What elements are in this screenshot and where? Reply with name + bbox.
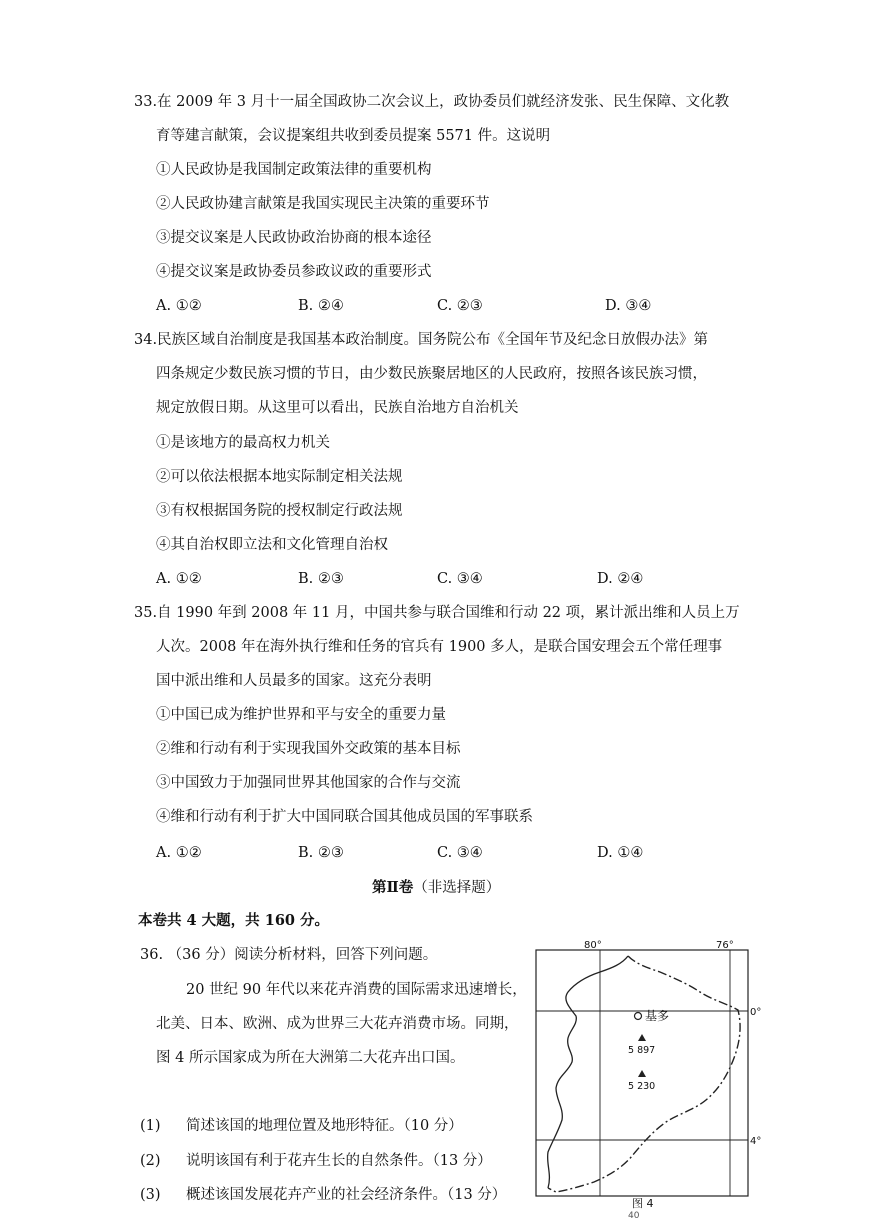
q35-stem-line1: 35.自 1990 年到 2008 年 11 月，中国共参与联合国维和行动 22 项，累计派出维和人员上万 (134, 605, 740, 621)
q34-option-d: D. ②④ (597, 571, 644, 587)
q35-option-a: A. ①② (156, 845, 202, 861)
part2-summary: 本卷共 4 大题，共 160 分。 (138, 912, 330, 929)
q33-option-a: A. ①② (156, 298, 202, 314)
q34-option-a: A. ①② (156, 571, 202, 587)
q33-statement-2: ②人民政协建言献策是我国实现民主决策的重要环节 (156, 196, 490, 212)
part2-title-rest: （非选择题） (413, 880, 501, 896)
q34-option-b: B. ②③ (298, 571, 344, 587)
q33-statement-4: ④提交议案是政协委员参政议政的重要形式 (156, 264, 432, 280)
q34-stem-line2: 四条规定少数民族习惯的节日，由少数民族聚居地区的人民政府，按照各该民族习惯， (156, 366, 707, 382)
q34-statement-4: ④其自治权即立法和文化管理自治权 (156, 537, 388, 553)
q36-sub1-number: (1) (140, 1118, 161, 1134)
q34-statement-3: ③有权根据国务院的授权制定行政法规 (156, 503, 403, 519)
q35-statement-1: ①中国已成为维护世界和平与安全的重要力量 (156, 707, 446, 723)
q35-option-b: B. ②③ (298, 845, 344, 861)
q33-stem-line1: 33.在 2009 年 3 月十一届全国政协二次会议上，政协委员们就经济发张、民生保障、文化教 (134, 94, 730, 110)
q36-para-line2: 北美、日本、欧洲、成为世界三大花卉消费市场。同期， (156, 1016, 519, 1032)
q34-stem-line3: 规定放假日期。从这里可以看出，民族自治地方自治机关 (156, 400, 519, 416)
peak-2-elevation: 5 230 (628, 1081, 656, 1092)
q36-sub3: 概述该国发展花卉产业的社会经济条件。（13 分） (186, 1187, 507, 1203)
part2-title (372, 876, 500, 897)
quito-label: 基多 (645, 1009, 670, 1023)
q33-statement-3: ③提交议案是人民政协政治协商的根本途径 (156, 230, 432, 246)
q33-option-b: B. ②④ (298, 298, 344, 314)
q35-stem-line2: 人次。2008 年在海外执行维和任务的官兵有 1900 多人，是联合国安理会五个常任理事 (156, 639, 723, 655)
peak-1-elevation: 5 897 (628, 1045, 656, 1056)
q34-statement-2: ②可以依法根据本地实际制定相关法规 (156, 469, 403, 485)
quito-marker (635, 1013, 642, 1020)
q35-option-d: D. ①④ (597, 845, 644, 861)
figure-4-map (528, 938, 764, 1218)
q36-para-line3: 图 4 所示国家成为所在大洲第二大花卉出口国。 (156, 1050, 465, 1066)
peak-1-marker (638, 1034, 646, 1041)
q36-header: 36. （36 分）阅读分析材料，回答下列问题。 (140, 947, 438, 963)
peak-2-marker (638, 1070, 646, 1077)
q36-sub1: 简述该国的地理位置及地形特征。（10 分） (186, 1118, 463, 1134)
q36-para-line1: 20 世纪 90 年代以来花卉消费的国际需求迅速增长， (186, 982, 527, 998)
q33-stem-line2: 育等建言献策，会议提案组共收到委员提案 5571 件。这说明 (156, 128, 551, 144)
q33-statement-1: ①人民政协是我国制定政策法律的重要机构 (156, 162, 432, 178)
q33-option-d: D. ③④ (605, 298, 652, 314)
coastline (548, 956, 628, 1188)
q35-statement-2: ②维和行动有利于实现我国外交政策的基本目标 (156, 741, 461, 757)
q35-option-c: C. ③④ (437, 845, 483, 861)
q34-option-c: C. ③④ (437, 571, 483, 587)
q35-stem-line3: 国中派出维和人员最多的国家。这充分表明 (156, 673, 432, 689)
q35-statement-3: ③中国致力于加强同世界其他国家的合作与交流 (156, 775, 461, 791)
longitude-76-label: 76° (716, 940, 734, 951)
latitude-0-label: 0° (750, 1007, 762, 1018)
q36-sub3-number: (3) (140, 1187, 161, 1203)
q36-sub2: 说明该国有利于花卉生长的自然条件。（13 分） (186, 1153, 492, 1169)
q33-option-c: C. ②③ (437, 298, 483, 314)
q34-statement-1: ①是该地方的最高权力机关 (156, 435, 330, 451)
longitude-80-label: 80° (584, 940, 602, 951)
q36-sub2-number: (2) (140, 1153, 161, 1169)
latitude-4-label: 4° (750, 1136, 762, 1147)
q35-statement-4: ④维和行动有利于扩大中国同联合国其他成员国的军事联系 (156, 809, 533, 825)
q34-stem-line1: 34.民族区域自治制度是我国基本政治制度。国务院公布《全国年节及纪念日放假办法》第 (134, 332, 709, 348)
figure-caption: 图 4 (632, 1197, 654, 1210)
part2-title-bold: 第Ⅱ卷 (372, 879, 414, 896)
page-number-fragment: 40 (628, 1211, 640, 1218)
